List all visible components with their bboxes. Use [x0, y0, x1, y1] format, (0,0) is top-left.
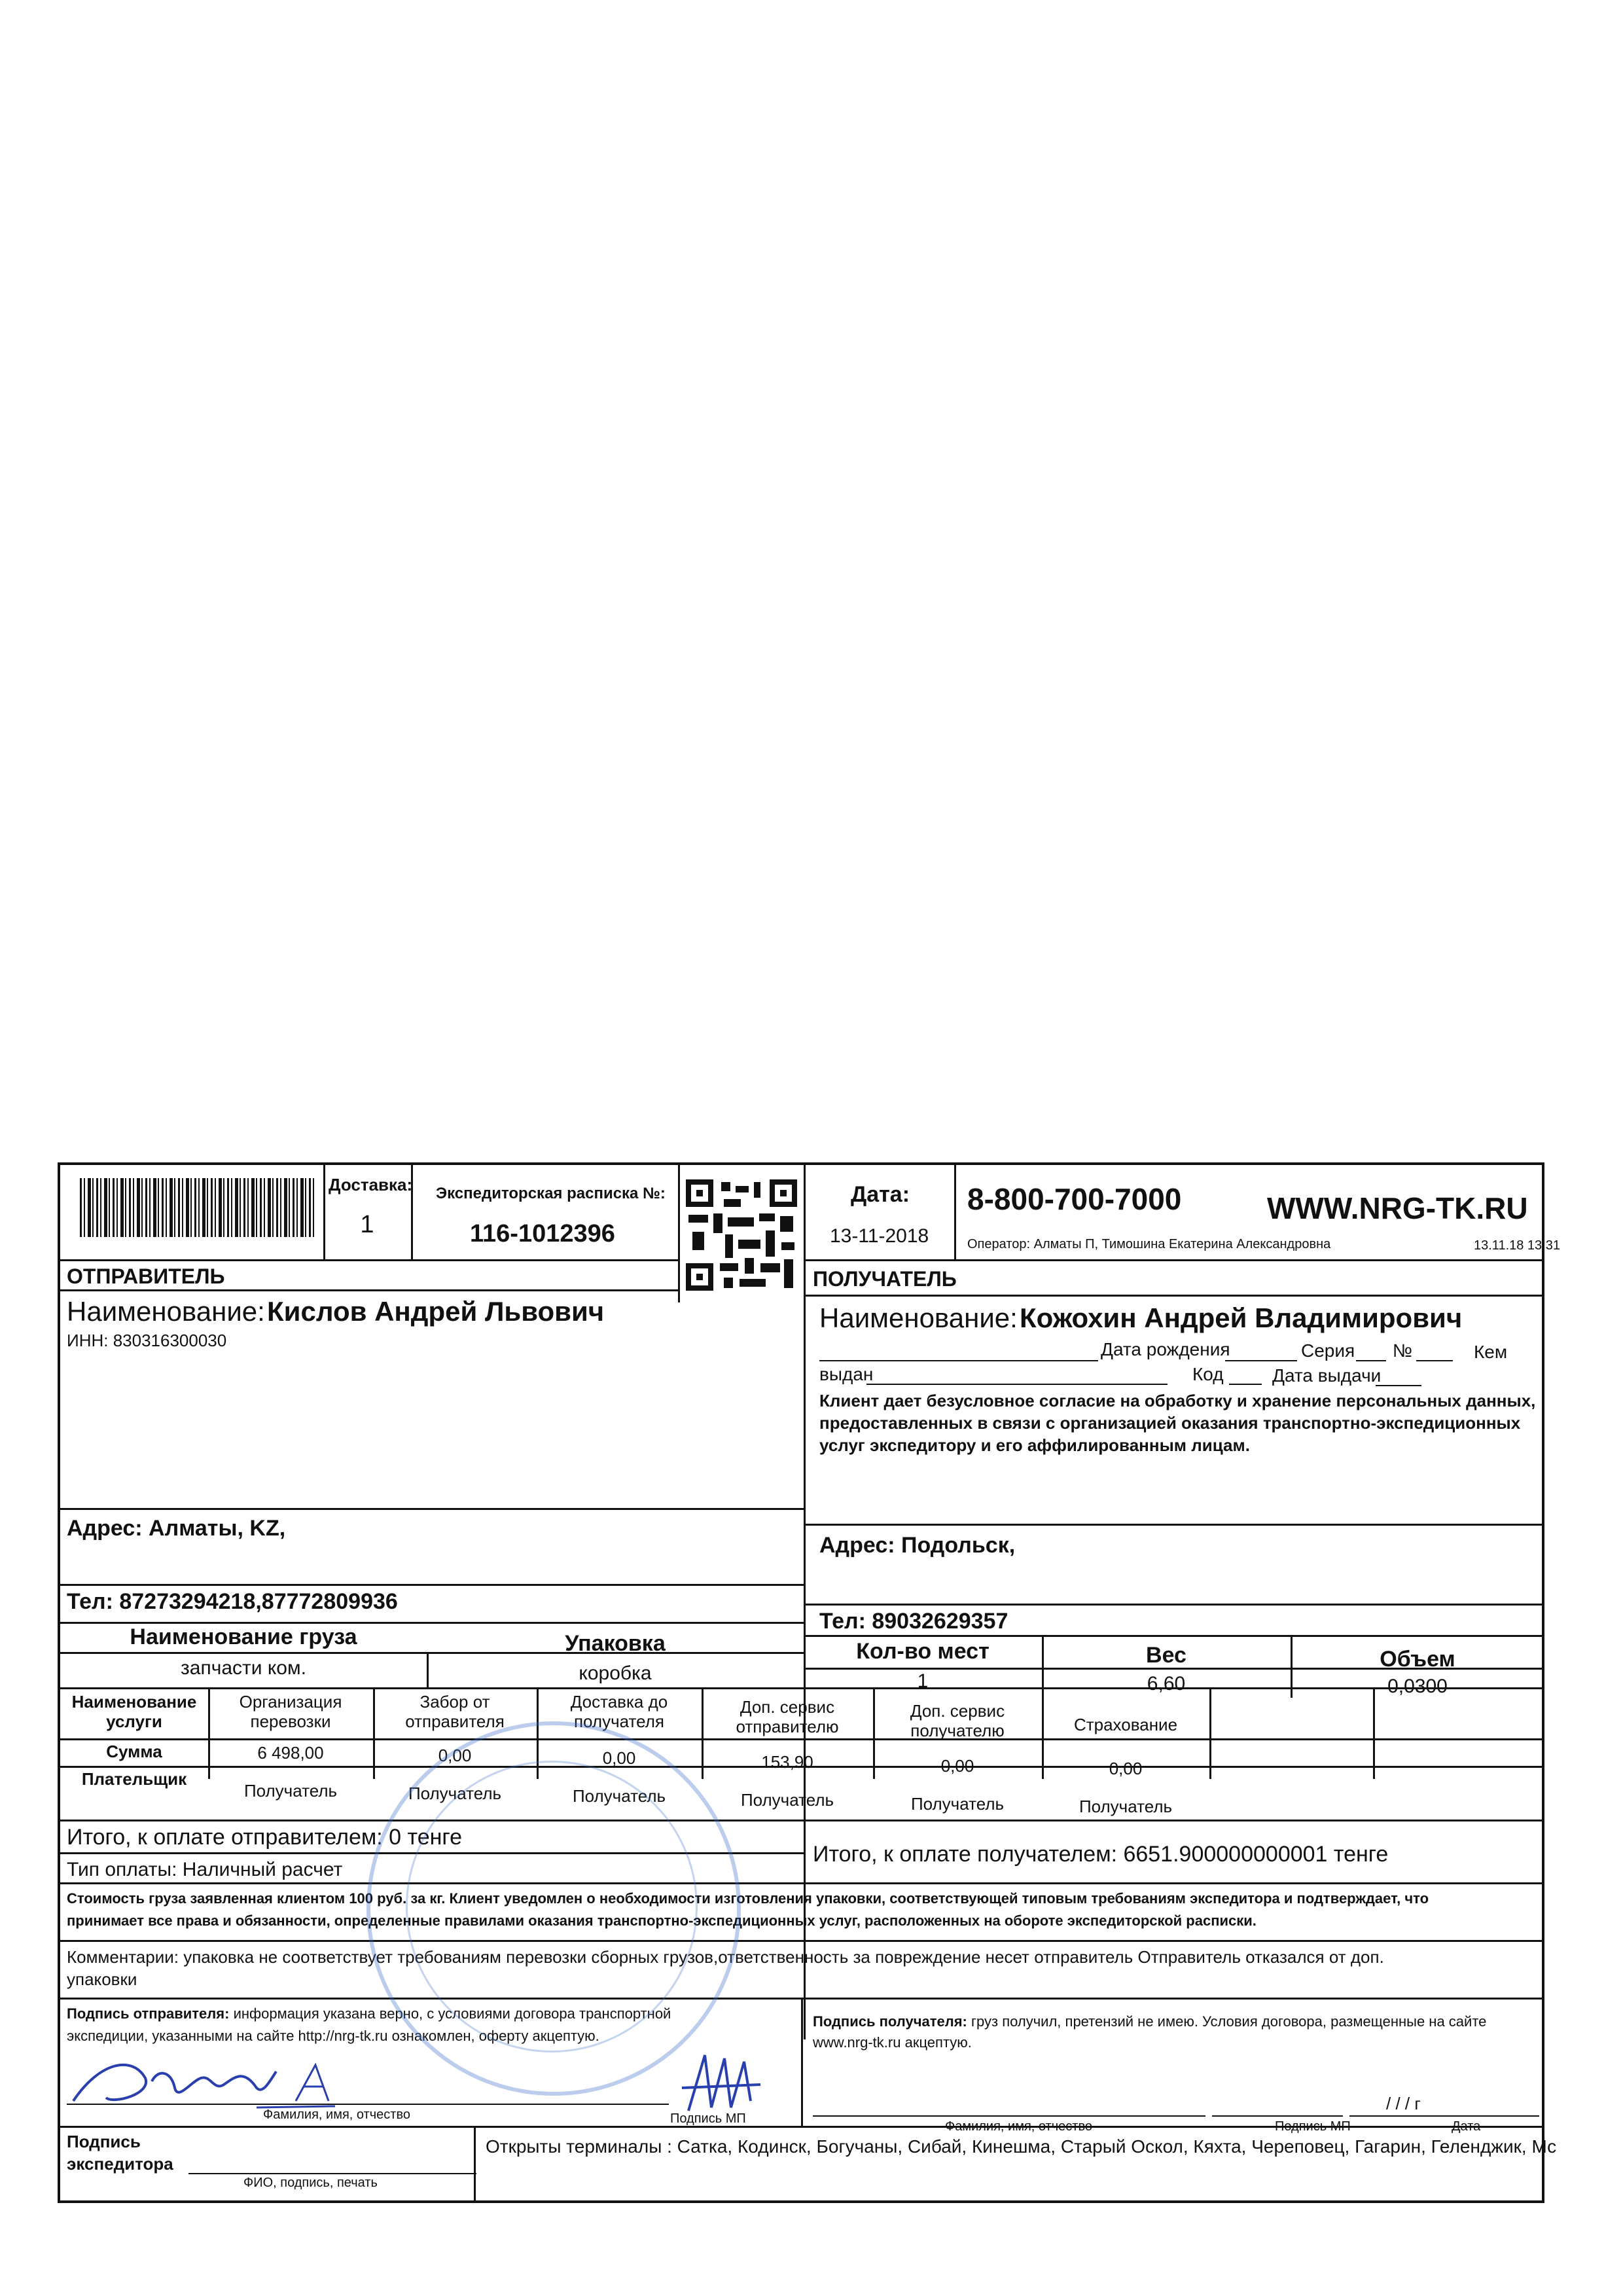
service-title: Доп. сервис отправителю [736, 1697, 839, 1736]
forwarder-label-2: экспедитора [67, 2154, 173, 2174]
recipient-number-label: № [1393, 1340, 1413, 1361]
sender-title: ОТПРАВИТЕЛЬ [67, 1265, 225, 1288]
divider [804, 1668, 1544, 1670]
service-title: Страхование [1073, 1715, 1178, 1735]
recipient-address: Адрес: Подольск, [819, 1533, 1016, 1558]
consent-line-1: Клиент дает безусловное согласие на обработку и хранение персональных данных, [819, 1391, 1536, 1410]
divider [60, 1622, 804, 1624]
payment-type: Тип оплаты: Наличный расчет [67, 1859, 343, 1880]
service-payer: Получатель [243, 1781, 338, 1801]
recipient-issued-label: выдан [819, 1364, 874, 1384]
recipient-signature-label: Подпись получателя: [813, 2013, 967, 2030]
sender-signature-label: Подпись отправителя: [67, 2005, 230, 2022]
recipient-fio-caption: Фамилия, имя, отчество [945, 2119, 1092, 2134]
divider [804, 1635, 1544, 1637]
divider [60, 1738, 1544, 1740]
cargo-places-header: Кол-во мест [856, 1639, 990, 1664]
recipient-issue-date-label: Дата выдачи [1272, 1365, 1382, 1386]
sender-name-value: Кислов Андрей Львович [267, 1296, 605, 1327]
sender-address: Адрес: Алматы, KZ, [67, 1516, 286, 1541]
divider [804, 1524, 1544, 1526]
sender-fio-caption: Фамилия, имя, отчество [263, 2108, 410, 2122]
comments-line-1: Комментарии: упаковка не соответствует требованиям перевозки сборных грузов,ответственность за повреждение несет отправитель Отправитель отказался от доп. [67, 1947, 1384, 1967]
terminals-list: Открыты терминалы : Сатка, Кодинск, Богучаны, Сибай, Кинешма, Старый Оскол, Кяхта, Череповец, Гагарин, Геленджик, Мс [486, 2136, 1557, 2157]
cargo-weight-header: Вес [1146, 1643, 1186, 1668]
divider [1209, 1687, 1211, 1779]
service-title: Организация перевозки [239, 1692, 342, 1731]
receipt-number: 116-1012396 [470, 1220, 615, 1247]
divider [804, 1259, 1544, 1261]
divider [801, 1998, 803, 2126]
service-sum: 6 498,00 [257, 1743, 324, 1763]
recipient-date-caption: Дата [1452, 2119, 1481, 2134]
service-sum: 0,00 [1109, 1759, 1143, 1778]
sender-inn: ИНН: 830316300030 [67, 1331, 227, 1350]
service-title: Доп. сервис получателю [910, 1701, 1005, 1740]
date-value: 13-11-2018 [830, 1225, 929, 1247]
divider [60, 1882, 1544, 1884]
date-label: Дата: [851, 1182, 910, 1207]
divider [60, 1584, 804, 1586]
divider [60, 1766, 1544, 1768]
barcode [80, 1178, 315, 1237]
recipient-issuer-label: Кем [1474, 1342, 1508, 1362]
recipient-name-label: Наименование: [819, 1302, 1018, 1333]
notice-line-1: Стоимость груза заявленная клиентом 100 руб. за кг. Клиент уведомлен о необходимости изготовления упаковки, соответствующей типовым требованиям экспедитора и подтверждает, что [67, 1890, 1429, 1907]
recipient-total: Итого, к оплате получателем: 6651.900000000001 тенге [813, 1842, 1389, 1867]
forwarder-fio-caption: ФИО, подпись, печать [243, 2176, 378, 2190]
services-row-header-payer: Плательщик [81, 1769, 187, 1789]
comments-line-2: упаковки [67, 1969, 137, 1989]
date-slashes: / / / г [1386, 2094, 1421, 2113]
divider [804, 1295, 1544, 1297]
sender-signature-text: информация указана верно, с условиями договора транспортной [233, 2005, 671, 2022]
divider [60, 1820, 1544, 1821]
service-sum: 0,00 [438, 1746, 472, 1765]
recipient-mp-caption: Подпись МП [1275, 2119, 1351, 2134]
forwarder-label-1: Подпись [67, 2132, 141, 2151]
divider [804, 1604, 1544, 1605]
recipient-series-label: Серия [1301, 1340, 1355, 1361]
services-row-header-sum: Сумма [106, 1742, 162, 1761]
operator-info: Оператор: Алматы П, Тимошина Екатерина Александровна [967, 1237, 1331, 1251]
service-title: Забор от отправителя [405, 1692, 505, 1731]
sender-name-label: Наименование: [67, 1296, 265, 1327]
sender-signature-text-2: экспедиции, указанными на сайте http://nrg-tk.ru ознакомлен, оферту акцептую. [67, 2028, 599, 2044]
notice-line-2: принимает все права и обязанности, определенные правилами оказания транспортно-экспедиционных услуг, расположенных на обороте экспедиторской расписки. [67, 1912, 1257, 1929]
divider [60, 1940, 1544, 1942]
divider [60, 2126, 1544, 2128]
cargo-volume-header: Объем [1380, 1647, 1455, 1672]
service-title: Доставка до получателя [570, 1692, 668, 1731]
cargo-pack-value: коробка [579, 1662, 652, 1684]
divider [60, 1652, 804, 1654]
recipient-phone: Тел: 89032629357 [819, 1609, 1008, 1634]
recipient-name-value: Кожохин Андрей Владимирович [1020, 1302, 1463, 1333]
sender-phone: Тел: 87273294218,87772809936 [67, 1589, 398, 1614]
divider [60, 1289, 678, 1291]
hotline-phone: 8-800-700-7000 [967, 1182, 1182, 1216]
services-row-header-name: Наименование услуги [71, 1692, 197, 1731]
service-payer: Получатель [572, 1786, 666, 1806]
recipient-birthdate-label: Дата рождения [1101, 1339, 1230, 1359]
consent-line-3: услуг экспедитору и его аффилированным лицам. [819, 1435, 1250, 1455]
qr-code-icon [686, 1179, 797, 1291]
divider [60, 1259, 678, 1261]
expedition-receipt-form [58, 1162, 1560, 2203]
divider [678, 1165, 680, 1302]
service-payer: Получатель [740, 1790, 834, 1810]
divider [1373, 1687, 1375, 1779]
divider [954, 1165, 956, 1259]
sender-mp-caption: Подпись МП [670, 2111, 746, 2126]
recipient-title: ПОЛУЧАТЕЛЬ [813, 1267, 957, 1291]
service-payer: Получатель [910, 1794, 1005, 1814]
delivery-value: 1 [360, 1211, 374, 1238]
service-sum: 0,00 [940, 1756, 974, 1776]
consent-line-2: предоставленных в связи с организацией оказания транспортно-экспедиционных [819, 1413, 1521, 1433]
company-website: WWW.NRG-TK.RU [1267, 1191, 1528, 1225]
service-sum: 0,00 [602, 1748, 636, 1768]
print-timestamp: 13.11.18 13:31 [1474, 1238, 1560, 1253]
service-sum: 153,90 [761, 1752, 813, 1772]
cargo-name-header: Наименование груза [130, 1624, 357, 1649]
service-payer: Получатель [408, 1784, 502, 1803]
cargo-name-value: запчасти ком. [181, 1657, 306, 1679]
cargo-volume-value: 0,0300 [1387, 1676, 1448, 1697]
divider [474, 2126, 476, 2203]
recipient-signature-text: груз получил, претензий не имею. Условия договора, размещенные на сайте [971, 2013, 1487, 2030]
sender-total: Итого, к оплате отправителем: 0 тенге [67, 1825, 462, 1850]
recipient-code-label: Код [1192, 1364, 1224, 1384]
divider [411, 1165, 413, 1259]
recipient-signature-text-2: www.nrg-tk.ru акцептую. [813, 2034, 972, 2051]
cargo-pack-header: Упаковка [565, 1631, 666, 1656]
cargo-weight-value: 6,60 [1147, 1673, 1186, 1695]
cargo-places-value: 1 [917, 1670, 929, 1692]
delivery-label: Доставка: [329, 1175, 413, 1194]
divider [60, 1508, 804, 1510]
service-payer: Получатель [1079, 1797, 1173, 1816]
receipt-label: Экспедиторская расписка №: [436, 1185, 666, 1202]
